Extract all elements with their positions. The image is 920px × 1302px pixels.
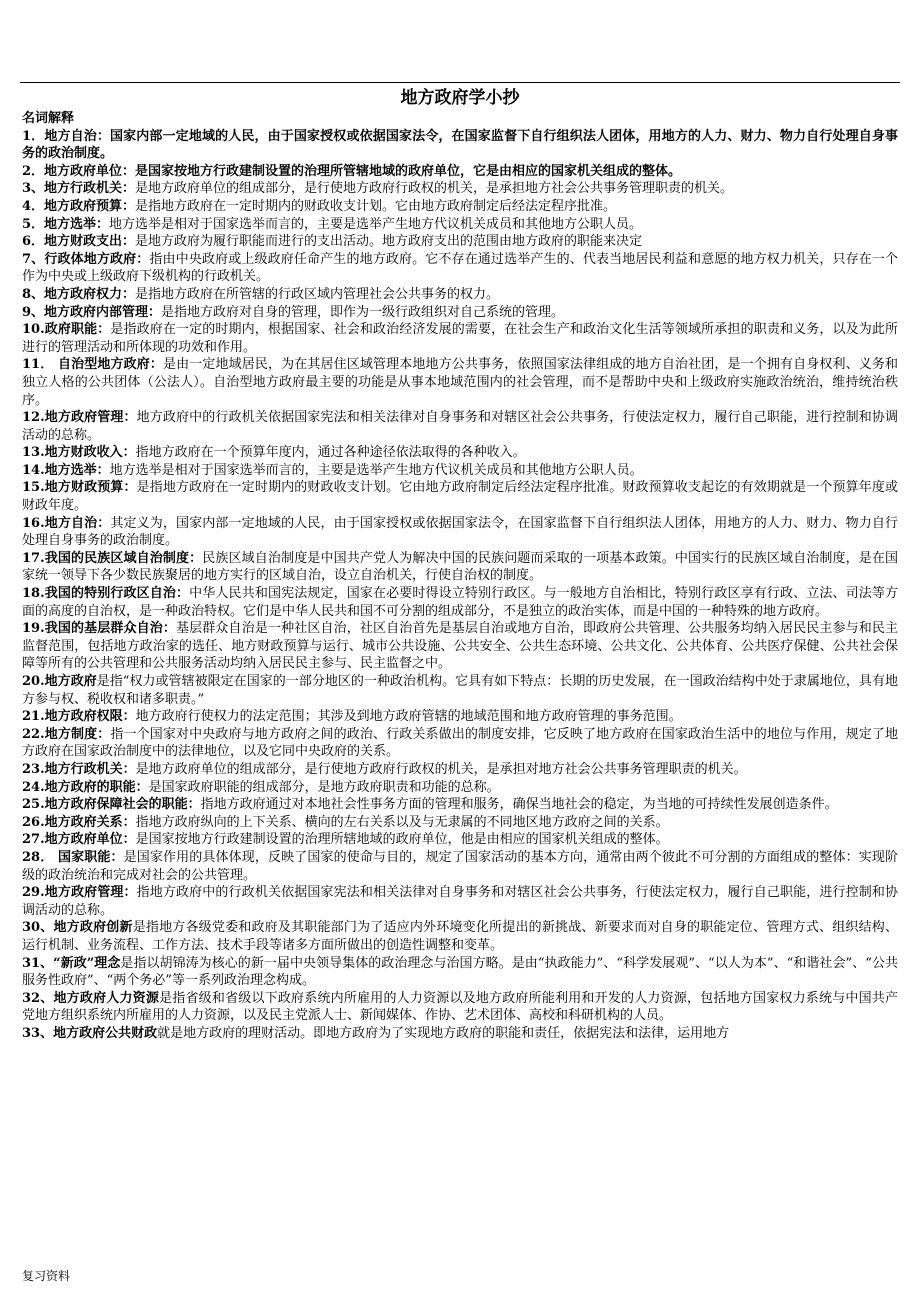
definition-entry <box>22 515 898 550</box>
definition-entry <box>22 479 898 514</box>
entry-term: 29.地方政府管理： <box>22 885 137 901</box>
entry-definition: 国家内部一定地域的人民，由于国家授权或依据国家法令，在国家监督下自行组织法人团体，用地方的人力、财力、物力自行处理自身事务的政治制度。 <box>22 128 898 162</box>
entry-term: 3、地方行政机关： <box>22 181 136 197</box>
definition-entry <box>22 726 898 761</box>
entry-term: 1．地方自治： <box>22 128 110 144</box>
entry-term: 2．地方政府单位： <box>22 163 136 179</box>
entry-definition: 是国家按地方行政建制设置的治理所管辖地域的政府单位，它是由相应的国家机关组成的整体。 <box>135 163 682 179</box>
entry-term: 15.地方财政预算： <box>22 480 137 496</box>
entry-definition: 是指地方政府在一定时期内的财政收支计划。它由地方政府制定后经法定程序批准。财政预算收支起讫的有效期就是一个预算年度或财政年度。 <box>22 480 898 514</box>
definition-entry <box>22 761 898 779</box>
entry-term: 4．地方政府预算： <box>22 198 136 214</box>
definition-entry <box>22 779 898 797</box>
entry-definition: 中华人民共和国宪法规定，国家在必要时得设立特别行政区。与一般地方自治相比，特别行政区享有行政、立法、司法等方面的高度的自治权，是一种政治特权。它们是中华人民共和国不可分割的组成部分，不是独立的政治实体，而是中国的一种特殊的地方政府。 <box>22 586 898 619</box>
entry-term: 25.地方政府保障社会的职能： <box>22 797 201 813</box>
definition-entry <box>22 673 898 708</box>
definition-entry <box>22 796 898 814</box>
entry-definition: 是指地方各级党委和政府及其职能部门为了适应内外环境变化所提出的新挑战、新要求而对自身的职能定位、管理方式、组织结构、运行机制、业务流程、工作方法、技术手段等诸多方面所做出的创造性调整和变革。 <box>22 920 898 953</box>
definition-entry <box>22 304 898 322</box>
definition-entry <box>22 198 898 216</box>
definition-entry <box>22 919 898 954</box>
entry-term: 28． 国家职能： <box>22 849 124 865</box>
definition-entry <box>22 356 898 409</box>
definition-entry <box>22 163 898 181</box>
definition-entry <box>22 620 898 673</box>
entry-term: 5．地方选举： <box>22 216 110 232</box>
entry-term: 33、地方政府公共财政 <box>22 1025 158 1041</box>
section-heading: 名词解释 <box>22 111 75 126</box>
entry-definition: 是指政府在一定的时期内，根据国家、社会和政治经济发展的需要，在社会生产和政治文化生活等领域所承担的职责和义务，以及为此所进行的管理活动和所体现的功效和作用。 <box>22 322 898 355</box>
entry-definition: 地方选举是相对于国家选举而言的，主要是选举产生地方代议机关成员和其他地方公职人员。 <box>109 216 643 232</box>
definition-entry <box>22 814 898 832</box>
entry-definition: 是指地方政府对自身的管理，即作为一级行政组织对自己系统的管理。 <box>161 304 565 320</box>
document-body <box>22 110 898 1042</box>
entry-definition: 是指以胡锦涛为核心的新一届中央领导集体的政治理念与治国方略。是由“执政能力”、“科学发展观”、“以人为本”、“和谐社会”、“公共服务性政府”、“两个务必”等一系列政治理念构成。 <box>22 955 898 989</box>
entry-term: 18.我国的特别行政区自治： <box>22 586 190 602</box>
entry-term: 24.地方政府的职能： <box>22 779 149 795</box>
entry-term: 31、“新政”理念 <box>22 955 121 971</box>
entry-term: 13.地方财政收入： <box>22 445 136 461</box>
entry-term: 30、地方政府创新 <box>22 920 133 936</box>
entry-definition: 是地方政府单位的组成部分，是行使地方政府行政权的机关，是承担地方社会公共事务管理职责的机关。 <box>135 181 734 197</box>
definition-entry <box>22 550 898 585</box>
entry-term: 23.地方行政机关： <box>22 761 136 777</box>
entry-term: 12.地方政府管理： <box>22 410 137 426</box>
entry-term: 6．地方财政支出： <box>22 234 136 250</box>
entry-term: 22.地方制度： <box>22 726 111 742</box>
entry-term: 32、地方政府人力资源 <box>22 990 160 1006</box>
entry-definition: 地方政府行使权力的法定范围；其涉及到地方政府管辖的地域范围和地方政府管理的事务范围。 <box>135 709 682 725</box>
entry-definition: 指地方政府纵向的上下关系、横向的左右关系以及与无隶属的不同地区地方政府之间的关系。 <box>135 814 669 830</box>
definition-entry <box>22 585 898 620</box>
entry-definition: 是由一定地域居民，为在其居住区域管理本地地方公共事务，依照国家法律组成的地方自治社团，是一个拥有自身权利、义务和独立人格的公共团体（公法人）。自治型地方政府最主要的功能是从事本地域范围内的社会管理，而不是帮助中央和上级政府实施政治统治，维持统治秩序。 <box>22 357 898 408</box>
definition-entry <box>22 128 898 163</box>
entry-definition: 指地方政府在一个预算年度内，通过各种途径依法取得的各种收入。 <box>135 445 526 461</box>
entry-definition: 基层群众自治是一种社区自治，社区自治首先是基层自治或地方自治，即政府公共管理、公共服务均纳入居民民主参与和民主监督范围，包括地方政治家的选任、地方财政预算与运行、城市公共设施、公共安全、公共生态环境、公共文化、公共体育、公共医疗保健、公共社会保障等所有的公共管理和公共服务活动均纳入居民民主参与、民主监督之中。 <box>22 621 898 672</box>
entry-definition: 指地方政府中的行政机关依据国家宪法和相关法律对自身事务和对辖区社会公共事务，行使法定权力，履行自己职能，进行控制和协调活动的总称。 <box>22 885 898 918</box>
page-footer: 复习资料 <box>22 1269 71 1283</box>
entry-definition: 是国家作用的具体体现，反映了国家的使命与目的，规定了国家活动的基本方向，通常由两个彼此不可分割的方面组成的整体：实现阶级的政治统治和完成对社会的公共管理。 <box>22 849 898 883</box>
definition-entry <box>22 321 898 356</box>
definition-entry <box>22 831 898 849</box>
definition-entry <box>22 955 898 990</box>
entry-term: 7、行政体地方政府： <box>22 251 150 267</box>
definition-entry <box>22 708 898 726</box>
entry-definition: 其定义为，国家内部一定地域的人民，由于国家授权或依据国家法令，在国家监督下自行组织法人团体，用地方的人力、财力、物力自行处理自身事务的政治制度。 <box>22 515 898 549</box>
entry-term: 26.地方政府关系： <box>22 814 136 830</box>
entry-term: 27.地方政府单位： <box>22 832 136 848</box>
entry-definition: 指地方政府通过对本地社会性事务方面的管理和服务，确保当地社会的稳定，为当地的可持续性发展创造条件。 <box>200 797 838 813</box>
definition-entry <box>22 409 898 444</box>
entry-definition: 是指地方政府在所管辖的行政区域内管理社会公共事务的权力。 <box>135 286 500 302</box>
document-title: 地方政府学小抄 <box>400 88 520 108</box>
definition-entry <box>22 180 898 198</box>
entry-definition: 是地方政府为履行职能而进行的支出活动。地方政府支出的范围由地方政府的职能来决定 <box>135 234 643 250</box>
entry-term: 10.政府职能： <box>22 322 111 338</box>
entry-term: 19.我国的基层群众自治： <box>22 621 177 637</box>
definition-entry <box>22 990 898 1025</box>
entry-definition: 是指地方政府在一定时期内的财政收支计划。它由地方政府制定后经法定程序批准。 <box>135 198 617 214</box>
entry-term: 20.地方政府 <box>22 674 97 689</box>
entry-definition: 地方选举是相对于国家选举而言的，主要是选举产生地方代议机关成员和其他地方公职人员。 <box>109 462 643 478</box>
entry-term: 9、地方政府内部管理： <box>22 304 162 320</box>
entry-term: 11． 自治型地方政府： <box>22 357 164 373</box>
entry-definition: 是国家政府职能的组成部分，是地方政府职责和功能的总称。 <box>148 779 500 795</box>
entry-list <box>22 128 898 1043</box>
entry-definition: 民族区域自治制度是中国共产党人为解决中国的民族问题而采取的一项基本政策。中国实行的民族区域自治制度，是在国家统一领导下各少数民族聚居的地方实行的区域自治，设立自治机关，行使自治权的制度。 <box>22 550 898 584</box>
definition-entry <box>22 849 898 884</box>
definition-entry <box>22 462 898 480</box>
entry-definition: 地方政府中的行政机关依据国家宪法和相关法律对自身事务和对辖区社会公共事务，行使法定权力，履行自己职能，进行控制和协调活动的总称。 <box>22 410 898 443</box>
entry-term: 8、地方政府权力： <box>22 286 136 302</box>
definition-entry <box>22 251 898 286</box>
entry-term: 16.地方自治： <box>22 515 111 531</box>
entry-definition: 指由中央政府或上级政府任命产生的地方政府。它不存在通过选举产生的、代表当地居民利益和意愿的地方权力机关，只存在一个作为中央或上级政府下级机构的行政机关。 <box>22 251 898 285</box>
definition-entry <box>22 444 898 462</box>
entry-definition: 是国家按地方行政建制设置的治理所辖地域的政府单位，他是由相应的国家机关组成的整体。 <box>135 832 669 848</box>
top-rule <box>20 82 900 83</box>
entry-definition: 就是地方政府的理财活动。即地方政府为了实现地方政府的职能和责任，依据宪法和法律，运用地方 <box>157 1025 730 1041</box>
entry-definition: 是地方政府单位的组成部分，是行使地方政府行政权的机关，是承担对地方社会公共事务管理职责的机关。 <box>135 761 747 777</box>
entry-definition: 是指“权力或管辖被限定在国家的一部分地区的一种政治机构。它具有如下特点：长期的历史发展，在一国政治结构中处于隶属地位，具有地方参与权、税收权和诸多职责。” <box>22 674 898 707</box>
definition-entry <box>22 1025 898 1043</box>
definition-entry <box>22 286 898 304</box>
definition-entry <box>22 233 898 251</box>
definition-entry <box>22 884 898 919</box>
entry-term: 17.我国的民族区域自治制度： <box>22 550 203 566</box>
definition-entry <box>22 216 898 234</box>
entry-term: 14.地方选举： <box>22 462 110 478</box>
entry-term: 21.地方政府权限： <box>22 709 136 725</box>
entry-definition: 是指省级和省级以下政府系统内所雇用的人力资源以及地方政府所能利用和开发的人力资源，包括地方国家权力系统与中国共产党地方组织系统内所雇用的人力资源，以及民主党派人士、新闻媒体、作协、艺术团体、高校和科研机构的人员。 <box>22 990 898 1024</box>
entry-definition: 指一个国家对中央政府与地方政府之间的政治、行政关系做出的制度安排，它反映了地方政府在国家政治生活中的地位与作用，规定了地方政府在国家政治制度中的法律地位，以及它同中央政府的关系。 <box>22 726 898 760</box>
